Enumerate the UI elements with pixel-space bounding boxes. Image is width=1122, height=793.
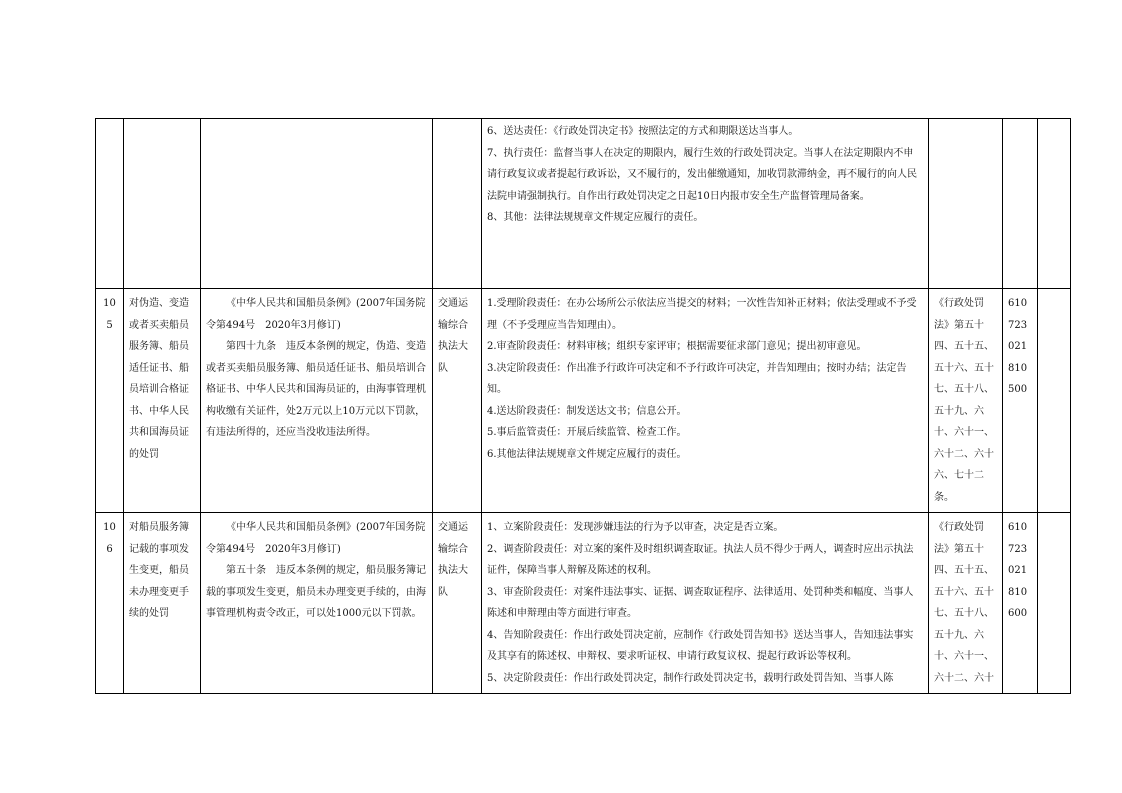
duty-line: 6、送达责任：《行政处罚决定书》按照法定的方式和期限送达当事人。	[487, 126, 799, 137]
duty-line: 2.审查阶段责任：材料审核；组织专家评审；根据需要征求部门意见；提出初审意见。	[487, 341, 867, 352]
legal-basis-cell	[201, 513, 433, 694]
table-row	[96, 513, 1071, 694]
duty-line: 7、执行责任：监督当事人在决定的期限内，履行生效的行政处罚决定。当事人在法定期限内不申请行政复议或者提起行政诉讼，又不履行的，发出催缴通知，加收罚款滞纳金，再不履行的向人民法院申请强制执行。自作出行政处罚决定之日起10日内报市安全生产监督管理局备案。	[487, 147, 917, 202]
item-name-cell: 对船员服务簿记载的事项发生变更，船员未办理变更手续的处罚	[124, 513, 201, 694]
duty-line: 5、决定阶段责任：作出行政处罚决定，制作行政处罚决定书，载明行政处罚告知、当事人陈	[487, 672, 894, 684]
row-number-cell: 105	[96, 289, 124, 513]
duty-line: 6.其他法律法规规章文件规定应履行的责任。	[487, 448, 687, 460]
duty-line: 2、调查阶段责任：对立案的案件及时组织调查取证。执法人员不得少于两人，调查时应出示执法证件，保障当事人辩解及陈述的权利。	[487, 543, 914, 576]
row-number-cell: 106	[96, 513, 124, 694]
duties-cell	[482, 513, 929, 694]
duty-line: 4、告知阶段责任：作出行政处罚决定前，应制作《行政处罚告知书》送达当事人，告知违法事实及其享有的陈述权、申辩权、要求听证权、申请行政复议权、提起行政诉讼等权利。	[487, 629, 914, 662]
duty-line: 8、其他：法律法规规章文件规定应履行的责任。	[487, 212, 704, 223]
note-cell	[1038, 289, 1071, 513]
reference-cell: 《行政处罚法》第五十四、五十五、五十六、五十七、五十八、五十九、六十、六十一、六十二、六十六、七十二条。	[929, 289, 1003, 513]
basis-line: 《中华人民共和国船员条例》(2007年国务院令第494号 2020年3月修订)	[206, 298, 426, 331]
table-row	[96, 289, 1071, 513]
basis-line: 第四十九条 违反本条例的规定，伪造、变造或者买卖船员服务簿、船员适任证书、船员培训合格证书、中华人民共和国海员证的，由海事管理机构收缴有关证件，处2万元以上10万元以下罚款，有违法所得的，还应当没收违法所得。	[206, 341, 426, 438]
duty-line: 1、立案阶段责任：发现涉嫌违法的行为予以审查，决定是否立案。	[487, 522, 784, 533]
department-cell: 交通运输综合执法大队	[433, 289, 482, 513]
code-cell	[1003, 119, 1038, 289]
department-cell: 交通运输综合执法大队	[433, 513, 482, 694]
note-cell	[1038, 119, 1071, 289]
legal-basis-cell	[201, 119, 433, 289]
reference-cell	[929, 119, 1003, 289]
code-cell: 610723021810500	[1003, 289, 1038, 513]
table-row	[96, 119, 1071, 289]
duty-line: 4.送达阶段责任：制发送达文书；信息公开。	[487, 405, 687, 417]
note-cell	[1038, 513, 1071, 694]
item-name-cell: 对伪造、变造或者买卖船员服务簿、船员适任证书、船员培训合格证书、中华人民共和国海员证的处罚	[124, 289, 201, 513]
legal-basis-cell	[201, 289, 433, 513]
department-cell	[433, 119, 482, 289]
duty-line: 1.受理阶段责任：在办公场所公示依法应当提交的材料；一次性告知补正材料；依法受理或不予受理（不予受理应当告知理由）。	[487, 298, 917, 331]
duty-line: 5.事后监管责任：开展后续监管、检查工作。	[487, 427, 687, 438]
code-cell: 610723021810600	[1003, 513, 1038, 694]
duty-line: 3、审查阶段责任：对案件违法事实、证据、调查取证程序、法律适用、处罚种类和幅度、当事人陈述和申辩理由等方面进行审查。	[487, 586, 914, 619]
duty-line: 3.决定阶段责任：作出准予行政许可决定和不予行政许可决定，并告知理由；按时办结；法定告知。	[487, 362, 907, 395]
rights-responsibility-table	[95, 118, 1071, 694]
row-number-cell	[96, 119, 124, 289]
duties-cell	[482, 289, 929, 513]
basis-line: 《中华人民共和国船员条例》(2007年国务院令第494号 2020年3月修订)	[206, 522, 426, 555]
item-name-cell	[124, 119, 201, 289]
basis-line: 第五十条 违反本条例的规定，船员服务簿记载的事项发生变更，船员未办理变更手续的，由海事管理机构责令改正，可以处1000元以下罚款。	[206, 565, 426, 619]
duties-cell	[482, 119, 929, 289]
reference-cell: 《行政处罚法》第五十四、五十五、五十六、五十七、五十八、五十九、六十、六十一、六十二、六十	[929, 513, 1003, 694]
